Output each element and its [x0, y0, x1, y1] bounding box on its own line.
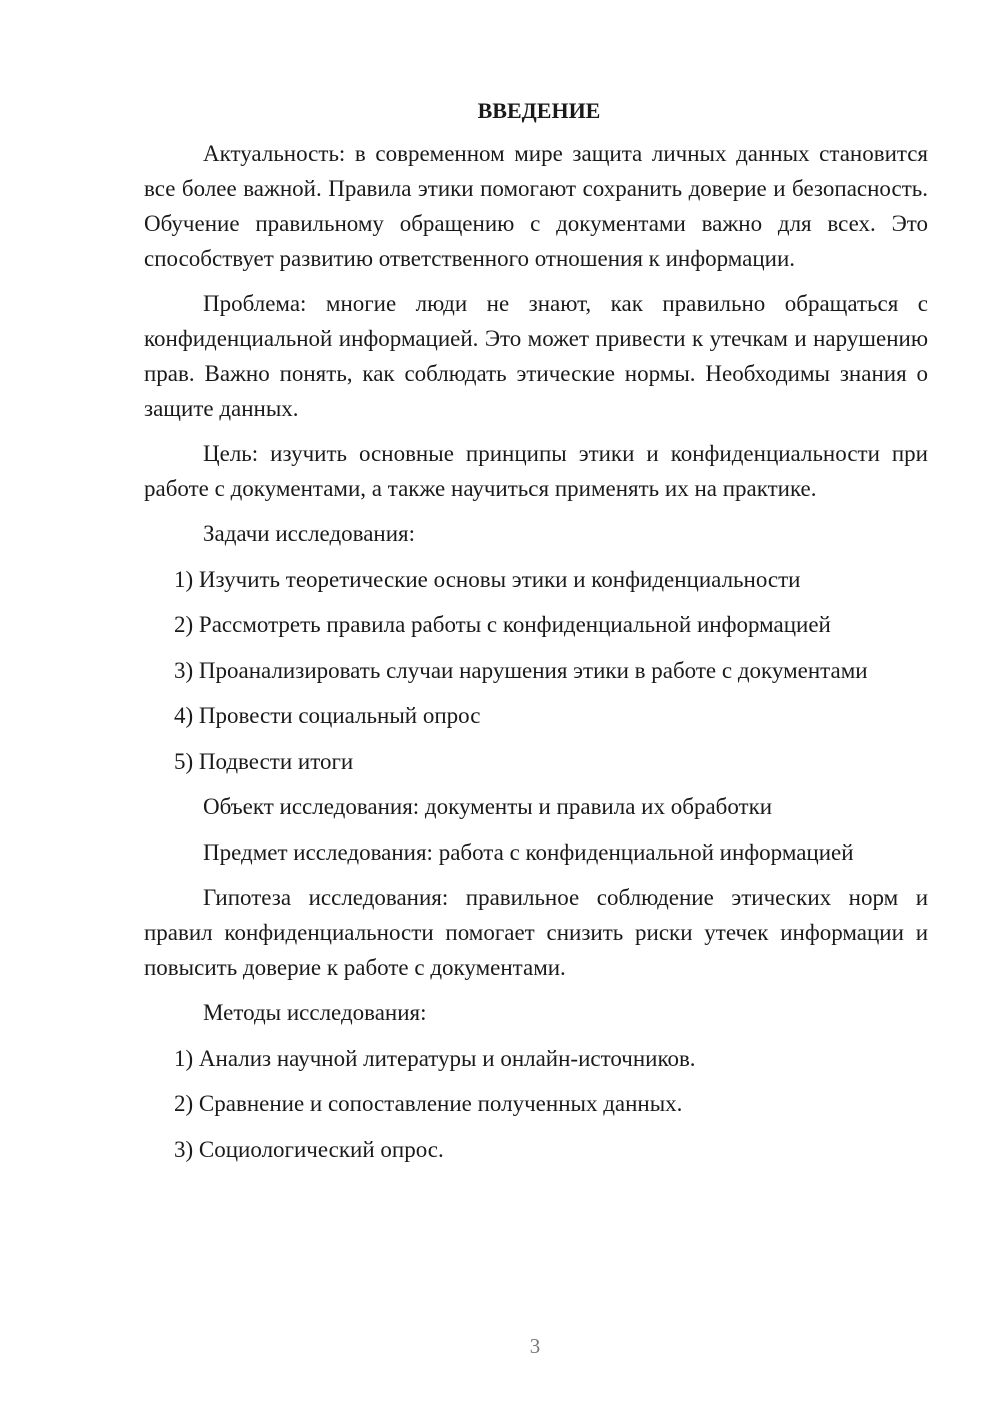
tasks-list: [144, 562, 928, 779]
methods-list: [144, 1041, 928, 1167]
methods-heading: Методы исследования:: [203, 1000, 427, 1025]
relevance-paragraph: Актуальность: в современном мире защита личных данных становится все более важной. Правила этики помогают сохранить доверие и безопасность. Обучение правильному обращению с документами важно для всех. Это способствует развитию ответственного отношения к информации.: [144, 141, 928, 271]
list-item: 5) Подвести итоги: [174, 748, 354, 774]
list-item: 2) Сравнение и сопоставление полученных данных.: [174, 1091, 683, 1116]
goal-paragraph: Цель: изучить основные принципы этики и конфиденциальности при работе с документами, а также научиться применять их на практике.: [144, 441, 928, 501]
problem-paragraph: Проблема: многие люди не знают, как правильно обращаться с конфиденциальной информацией. Это может привести к утечкам и нарушению прав. Важно понять, как соблюдать этические нормы. Необходимы знания о защите данных.: [144, 291, 928, 421]
list-item: 3) Социологический опрос.: [174, 1136, 444, 1162]
page-title: ВВЕДЕНИЕ: [477, 98, 601, 123]
page-content: [144, 96, 928, 1177]
list-item: 3) Проанализировать случаи нарушения этики в работе с документами: [174, 657, 868, 683]
hypothesis-paragraph: Гипотеза исследования: правильное соблюдение этических норм и правил конфиденциальности помогает снизить риски утечек информации и повысить доверие к работе с документами.: [144, 885, 928, 980]
tasks-heading: Задачи исследования:: [203, 521, 416, 546]
list-item: 1) Изучить теоретические основы этики и конфиденциальности: [174, 566, 801, 592]
list-item: 2) Рассмотреть правила работы с конфиденциальной информацией: [174, 612, 831, 637]
page-number: 3: [529, 1334, 541, 1358]
list-item: 1) Анализ научной литературы и онлайн-источников.: [174, 1045, 696, 1071]
list-item: 4) Провести социальный опрос: [174, 703, 481, 728]
subject-paragraph: Предмет исследования: работа с конфиденциальной информацией: [203, 839, 854, 865]
object-paragraph: Объект исследования: документы и правила их обработки: [203, 794, 773, 819]
